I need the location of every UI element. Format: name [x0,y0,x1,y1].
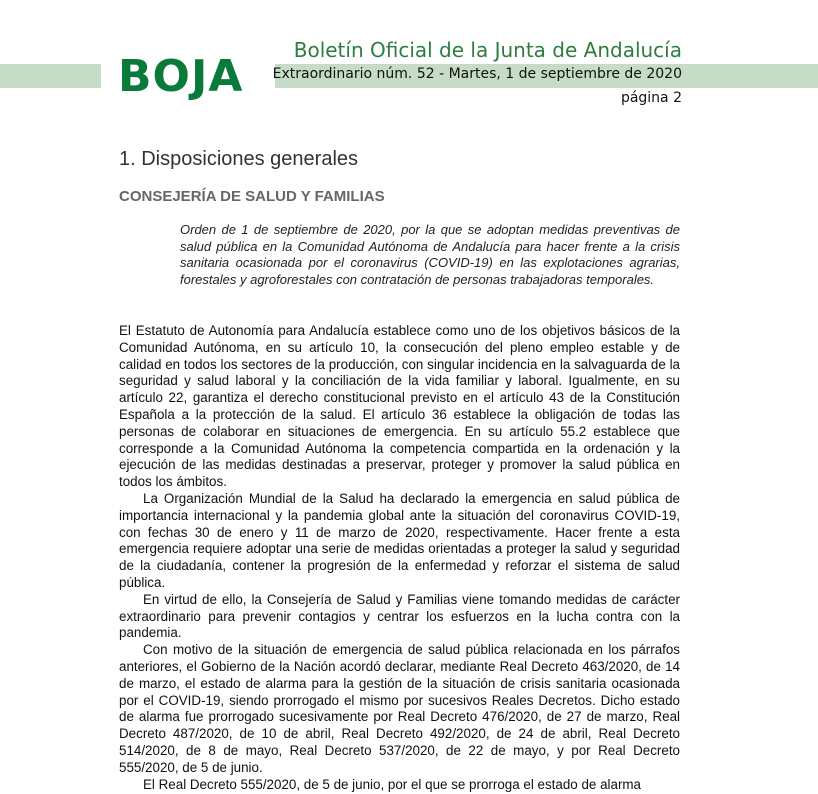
bulletin-title: Boletín Oficial de la Junta de Andalucía [293,38,682,62]
boja-logo: BOJA [118,51,244,102]
paragraph: Con motivo de la situación de emergencia de salud pública relacionada en los párrafos anteriores, el Gobierno de la Nación acordó declarar, mediante Real Decreto 463/2020, de 14 de marzo, el estado de alarma para la gestión de la situación de crisis sanitaria ocasionada por el COVID-19, siendo prorrogado el mismo por sucesivos Reales Decretos. Dicho estado de alarma fue prorrogado sucesivamente por Real Decreto 476/2020, de 27 de marzo, Real Decreto 487/2020, de 10 de abril, Real Decreto 492/2020, de 24 de abril, Real Decreto 514/2020, de 8 de mayo, Real Decreto 537/2020, de 22 de mayo, y por Real Decreto 555/2020, de 5 de junio. [119,642,680,775]
paragraph: El Real Decreto 555/2020, de 5 de junio, por el que se prorroga el estado de alarma [143,776,642,792]
section-title: 1. Disposiciones generales [119,148,359,170]
department-title: CONSEJERÍA DE SALUD Y FAMILIAS [119,188,385,205]
document-body [119,323,680,793]
header-band-left [0,64,101,88]
paragraph: En virtud de ello, la Consejería de Salud y Familias viene tomando medidas de carácter extraordinario para prevenir contagios y centrar los esfuerzos en la lucha contra con la pandemia. [119,591,680,641]
paragraph: La Organización Mundial de la Salud ha declarado la emergencia en salud pública de importancia internacional y la pandemia global ante la situación del coronavirus COVID-19, con fechas 30 de enero y 11 de marzo de 2020, respectivamente. Hacer frente a esta emergencia requiere adoptar una serie de medidas orientadas a proteger la salud y seguridad de la ciudadanía, contener la progresión de la enfermedad y reforzar el sistema de salud pública. [119,490,680,590]
order-summary: Orden de 1 de septiembre de 2020, por la que se adoptan medidas preventivas de salud pública en la Comunidad Autónoma de Andalucía para hacer frente a la crisis sanitaria ocasionada por el coronavirus (COVID-19) en las explotaciones agrarias, forestales y agroforestales con contratación de personas trabajadoras temporales. [180,222,680,287]
paragraph: El Estatuto de Autonomía para Andalucía establece como uno de los objetivos básicos de la Comunidad Autónoma, en su artículo 10, la consecución del pleno empleo estable y de calidad en todos los sectores de la producción, con singular incidencia en la salvaguarda de la seguridad y salud laboral y la conciliación de la vida familiar y laboral. Igualmente, en su artículo 22, garantiza el derecho constitucional previsto en el artículo 43 de la Constitución Española a la protección de la salud. El artículo 36 establece la obligación de todas las personas de colaborar en situaciones de emergencia. En su artículo 55.2 establece que corresponde a la Comunidad Autónoma la competencia compartida en la ordenación y la ejecución de las medidas destinadas a preservar, proteger y promover la salud pública en todos los ámbitos. [119,323,680,490]
issue-info: Extraordinario núm. 52 - Martes, 1 de septiembre de 2020 [272,66,682,82]
page-number: página 2 [620,90,682,106]
